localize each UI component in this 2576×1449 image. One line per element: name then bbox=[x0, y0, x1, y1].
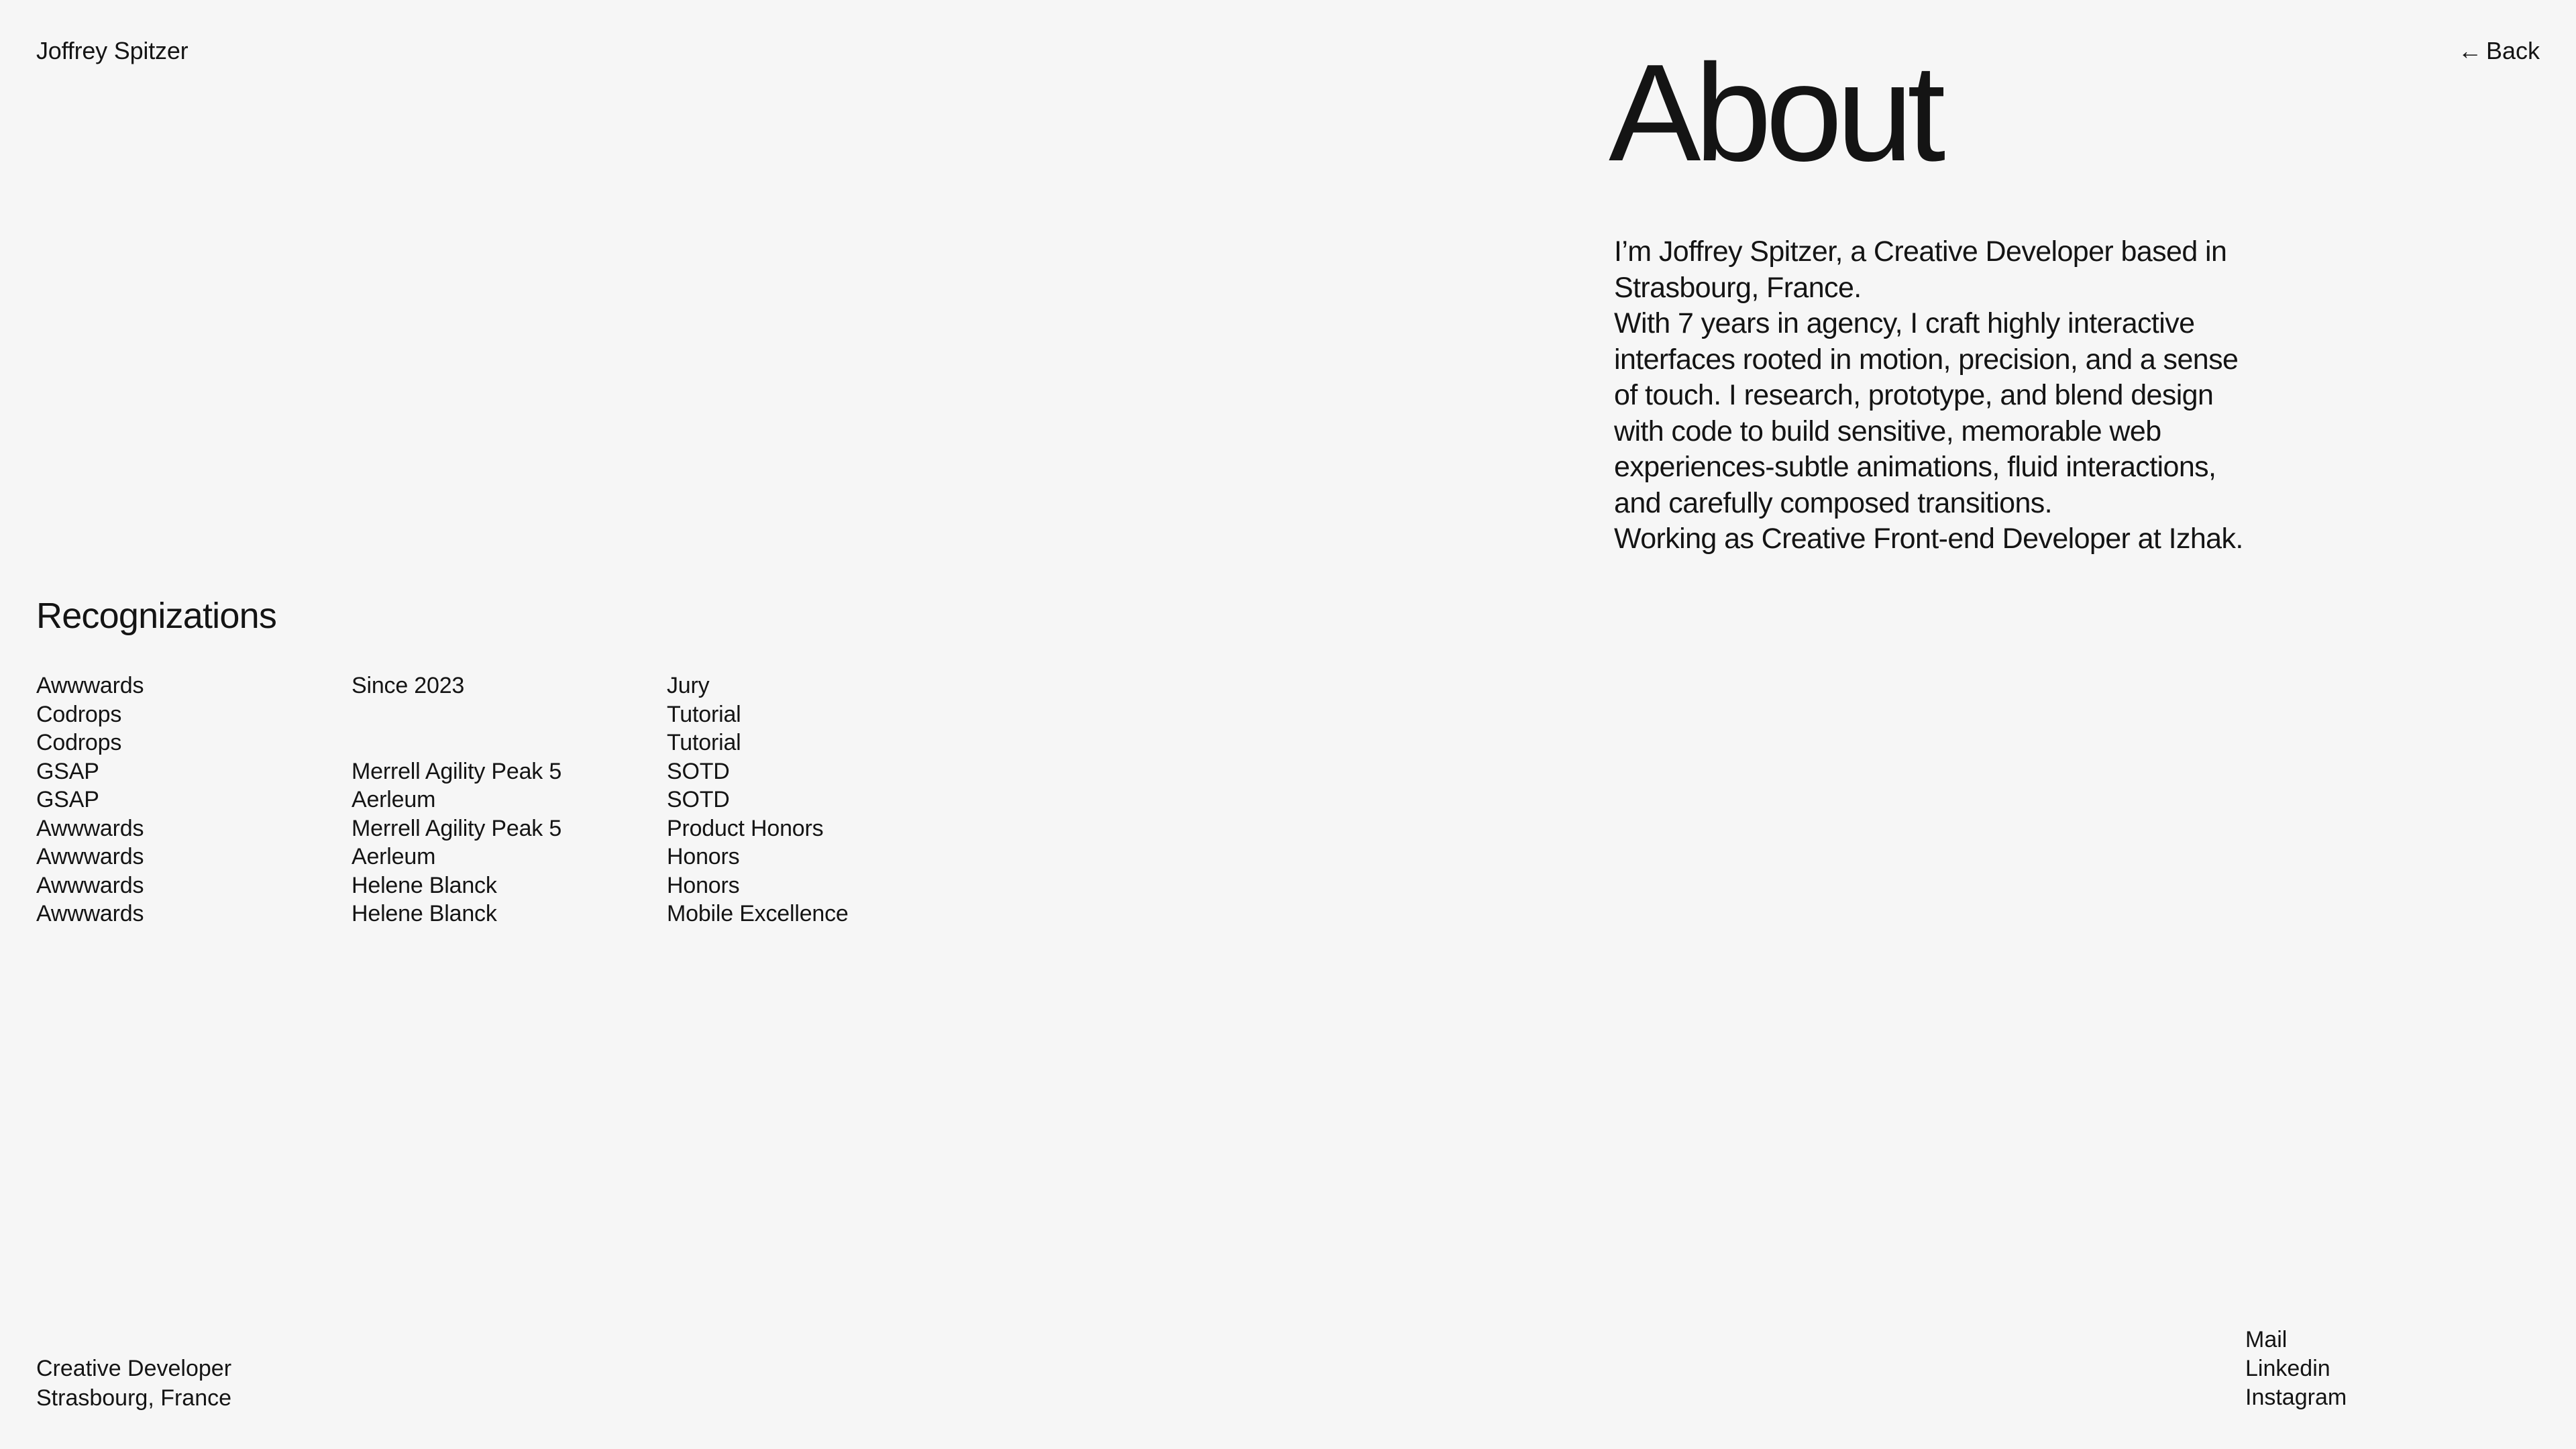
recognition-org: GSAP bbox=[36, 758, 99, 784]
recognition-award: Jury bbox=[667, 673, 710, 698]
recognition-org: Awwwards bbox=[36, 901, 144, 926]
page-title: About bbox=[1609, 36, 1940, 190]
arrow-left-icon: ← bbox=[2457, 37, 2482, 64]
recognition-project: Since 2023 bbox=[352, 673, 465, 698]
back-label: Back bbox=[2485, 37, 2540, 64]
table-row bbox=[36, 843, 849, 871]
recognition-project: Helene Blanck bbox=[352, 872, 497, 898]
recognition-award: Product Honors bbox=[667, 815, 824, 841]
instagram-link[interactable]: Instagram bbox=[2245, 1385, 2347, 1410]
recognitions-section bbox=[36, 594, 849, 928]
back-button[interactable] bbox=[2458, 35, 2540, 67]
footer-role: Creative Developer bbox=[36, 1356, 232, 1381]
recognition-org: Awwwards bbox=[36, 673, 144, 698]
recognition-award: Honors bbox=[667, 872, 740, 898]
recognition-award: Mobile Excellence bbox=[667, 901, 849, 926]
about-intro: I’m Joffrey Spitzer, a Creative Developer based in Strasbourg, France. bbox=[1614, 235, 2227, 304]
recognition-org: Awwwards bbox=[36, 815, 144, 841]
linkedin-link[interactable]: Linkedin bbox=[2245, 1356, 2330, 1381]
recognition-org: Awwwards bbox=[36, 844, 144, 869]
table-row bbox=[36, 786, 849, 814]
recognition-org: Awwwards bbox=[36, 872, 144, 898]
recognition-project: Aerleum bbox=[352, 844, 436, 869]
mail-link[interactable]: Mail bbox=[2245, 1327, 2288, 1352]
table-row bbox=[36, 871, 849, 900]
recognition-award: Tutorial bbox=[667, 701, 741, 727]
table-row bbox=[36, 700, 849, 729]
table-row bbox=[36, 757, 849, 786]
recognition-award: Honors bbox=[667, 844, 740, 869]
recognition-award: SOTD bbox=[667, 758, 730, 784]
recognition-org: GSAP bbox=[36, 787, 99, 812]
table-row bbox=[36, 900, 849, 928]
recognitions-table bbox=[36, 672, 849, 928]
recognition-org: Codrops bbox=[36, 730, 122, 755]
recognition-award: Tutorial bbox=[667, 730, 741, 755]
site-name-link[interactable]: Joffrey Spitzer bbox=[36, 37, 189, 64]
recognition-project: Helene Blanck bbox=[352, 901, 497, 926]
table-row bbox=[36, 672, 849, 700]
about-current-role: Working as Creative Front-end Developer at Izhak. bbox=[1614, 523, 2243, 555]
recognition-org: Codrops bbox=[36, 701, 122, 727]
table-row bbox=[36, 729, 849, 757]
recognition-award: SOTD bbox=[667, 787, 730, 812]
recognitions-heading: Recognizations bbox=[36, 596, 277, 636]
footer-info bbox=[36, 1354, 231, 1413]
about-description bbox=[1614, 234, 2245, 557]
about-body: With 7 years in agency, I craft highly interactive interfaces rooted in motion, precision, and a sense of touch. I research, prototype, and blend design with code to build sensitive, memorable web experiences-subtle animations, fluid interactions, and carefully composed transitions. bbox=[1614, 307, 2239, 519]
footer-location: Strasbourg, France bbox=[36, 1385, 232, 1411]
recognition-project bbox=[352, 729, 667, 757]
recognition-project: Aerleum bbox=[352, 787, 436, 812]
recognition-project: Merrell Agility Peak 5 bbox=[352, 758, 562, 784]
table-row bbox=[36, 814, 849, 843]
recognition-project: Merrell Agility Peak 5 bbox=[352, 815, 562, 841]
recognition-project bbox=[352, 700, 667, 729]
social-links bbox=[2245, 1326, 2347, 1412]
